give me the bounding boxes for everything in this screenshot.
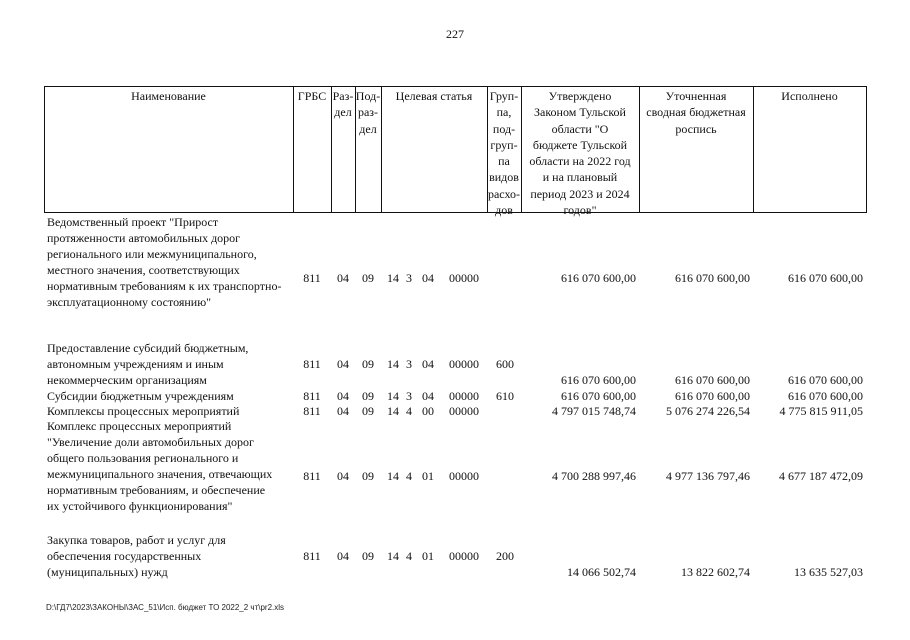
cell-podrazdel: 09	[362, 357, 374, 371]
cell-ts-event: 01	[422, 549, 434, 563]
cell-executed: 4 677 187 472,09	[779, 469, 863, 483]
cell-ts-type: 4	[406, 469, 412, 483]
cell-ts-program: 14	[387, 271, 399, 285]
cell-executed: 616 070 600,00	[788, 373, 863, 387]
table-row-name: Субсидии бюджетным учреждениям	[47, 389, 234, 403]
cell-executed: 13 635 527,03	[794, 565, 863, 579]
cell-ts-direction: 00000	[449, 549, 479, 563]
cell-razdel: 04	[337, 389, 349, 403]
cell-razdel: 04	[337, 271, 349, 285]
cell-ts-direction: 00000	[449, 404, 479, 418]
cell-podrazdel: 09	[362, 404, 374, 418]
cell-ts-type: 3	[406, 389, 412, 403]
cell-grbs: 811	[303, 404, 321, 418]
cell-ts-direction: 00000	[449, 389, 479, 403]
cell-ts-type: 3	[406, 357, 412, 371]
cell-approved: 616 070 600,00	[561, 271, 636, 285]
table-row-name: Закупка товаров, работ и услуг для обеспечения государственных (муниципальных) нужд	[47, 533, 226, 579]
cell-ts-type: 4	[406, 404, 412, 418]
cell-gruppa: 610	[496, 389, 514, 403]
cell-razdel: 04	[337, 357, 349, 371]
cell-grbs: 811	[303, 271, 321, 285]
cell-grbs: 811	[303, 469, 321, 483]
header-tselevaya-statya: Целевая статья	[395, 89, 473, 103]
cell-ts-event: 04	[422, 271, 434, 285]
header-gruppa: Груп- па, под- груп- па видов расхо- дов	[487, 89, 521, 218]
cell-gruppa: 200	[496, 549, 514, 563]
col-divider	[866, 86, 867, 212]
page-number: 227	[446, 27, 464, 41]
header-podrazdel: Под- раз- дел	[355, 89, 381, 136]
header-utverzhdeno: Утверждено Законом Тульской области "О бюджете Тульской области на 2022 год и на плановый период 2023 и 2024 годов"	[529, 89, 631, 218]
cell-razdel: 04	[337, 549, 349, 563]
header-bottom-border	[44, 212, 867, 213]
cell-ts-event: 00	[422, 404, 434, 418]
cell-revised: 616 070 600,00	[675, 373, 750, 387]
cell-ts-direction: 00000	[449, 469, 479, 483]
cell-ts-event: 01	[422, 469, 434, 483]
cell-podrazdel: 09	[362, 469, 374, 483]
cell-ts-program: 14	[387, 469, 399, 483]
cell-revised: 616 070 600,00	[675, 271, 750, 285]
cell-grbs: 811	[303, 357, 321, 371]
table-row-name: Комплекс процессных мероприятий "Увеличение доли автомобильных дорог общего пользования регионального и межмуниципального значения, отвечающих нормативным требованиям, и обеспечение их устойчивого функционирования"	[47, 419, 273, 513]
cell-ts-event: 04	[422, 357, 434, 371]
cell-ts-program: 14	[387, 549, 399, 563]
cell-approved: 14 066 502,74	[567, 565, 636, 579]
cell-ts-direction: 00000	[449, 357, 479, 371]
cell-approved: 4 700 288 997,46	[552, 469, 636, 483]
table-row-name: Предоставление субсидий бюджетным, автономным учреждениям и иным некоммерческим организациям	[47, 341, 249, 387]
cell-executed: 4 775 815 911,05	[779, 404, 863, 418]
cell-approved: 616 070 600,00	[561, 373, 636, 387]
cell-razdel: 04	[337, 469, 349, 483]
cell-razdel: 04	[337, 404, 349, 418]
cell-revised: 4 977 136 797,46	[666, 469, 750, 483]
cell-podrazdel: 09	[362, 549, 374, 563]
cell-ts-program: 14	[387, 357, 399, 371]
cell-ts-type: 4	[406, 549, 412, 563]
header-razdel: Раз- дел	[332, 89, 354, 120]
header-ispolneno: Исполнено	[781, 89, 838, 103]
cell-podrazdel: 09	[362, 271, 374, 285]
cell-ts-direction: 00000	[449, 271, 479, 285]
cell-ts-event: 04	[422, 389, 434, 403]
table-row-name: Ведомственный проект "Прирост протяженности автомобильных дорог регионального или межмуниципального, местного значения, соответствующих нормативным требованиям к их транспортно- эксплуатационному состоянию"	[47, 215, 282, 309]
cell-revised: 5 076 274 226,54	[666, 404, 750, 418]
cell-revised: 13 822 602,74	[681, 565, 750, 579]
cell-executed: 616 070 600,00	[788, 271, 863, 285]
cell-revised: 616 070 600,00	[675, 389, 750, 403]
cell-gruppa: 600	[496, 357, 514, 371]
cell-podrazdel: 09	[362, 389, 374, 403]
cell-executed: 616 070 600,00	[788, 389, 863, 403]
cell-ts-program: 14	[387, 404, 399, 418]
cell-approved: 4 797 015 748,74	[552, 404, 636, 418]
cell-ts-type: 3	[406, 271, 412, 285]
cell-approved: 616 070 600,00	[561, 389, 636, 403]
header-utochnennaya: Уточненная сводная бюджетная роспись	[646, 89, 746, 136]
header-grbs: ГРБС	[297, 89, 327, 103]
cell-grbs: 811	[303, 549, 321, 563]
cell-ts-program: 14	[387, 389, 399, 403]
table-row-name: Комплексы процессных мероприятий	[47, 404, 240, 418]
footer-file-path: D:\ГД7\2023\ЗАКОНЫ\ЗАС_51\Исп. бюджет ТО 2022_2 чт\pr2.xls	[46, 603, 285, 612]
cell-grbs: 811	[303, 389, 321, 403]
header-name: Наименование	[131, 89, 206, 103]
